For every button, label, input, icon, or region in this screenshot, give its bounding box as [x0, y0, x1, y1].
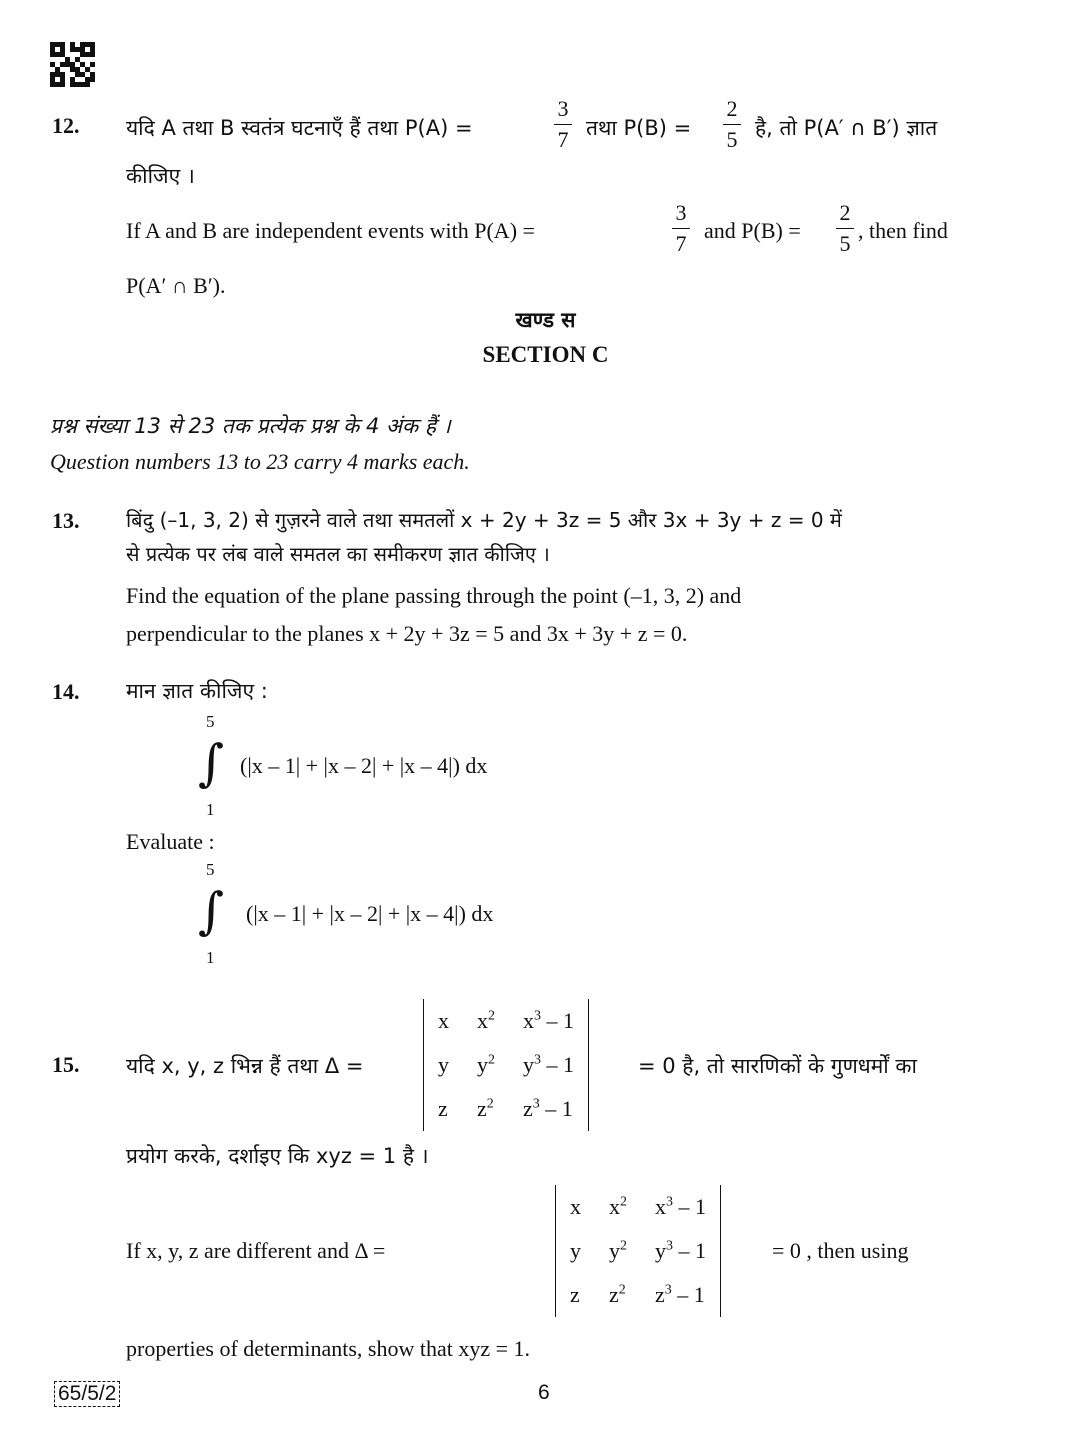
- q15-hindi-text-c: प्रयोग करके, दर्शाइए कि xyz = 1 है ।: [126, 1144, 429, 1168]
- determinant-matrix: [556, 1185, 720, 1317]
- integral-lower-limit-english: 1: [206, 948, 215, 967]
- q12-english-text-c: , then find: [858, 218, 948, 243]
- integrand-english: (|x – 1| + |x – 2| + |x – 4|) dx: [246, 901, 494, 926]
- q15-hindi-text-b: = 0 है, तो सारणिकों के गुणधर्मों का: [638, 1054, 917, 1078]
- question-number-13: 13.: [52, 508, 80, 533]
- fraction-denominator: 7: [675, 231, 687, 256]
- matrix-row: [424, 1087, 588, 1131]
- qr-code-icon: [50, 42, 95, 87]
- question-number-15: 15.: [52, 1052, 80, 1077]
- question-number-14: 14.: [52, 679, 80, 704]
- q15-english-text-b: = 0 , then using: [772, 1238, 909, 1263]
- fraction-denominator: 7: [557, 127, 569, 152]
- q13-english-line-2: perpendicular to the planes x + 2y + 3z = 5 and 3x + 3y + z = 0.: [126, 621, 688, 646]
- fraction-numerator: 3: [557, 96, 569, 121]
- matrix-cell: x: [570, 1194, 581, 1219]
- matrix-cell: y: [438, 1052, 449, 1077]
- q12-hindi-text-c: है, तो P(A′ ∩ B′) ज्ञात: [755, 116, 938, 140]
- q13-hindi-line-1: बिंदु (–1, 3, 2) से गुज़रने वाले तथा समतलों x + 2y + 3z = 5 और 3x + 3y + z = 0 में: [126, 508, 842, 532]
- integral-sign-hindi: ∫: [198, 734, 225, 792]
- determinant-hindi: [423, 999, 589, 1131]
- q14-hindi-prompt: मान ज्ञात कीजिए :: [126, 679, 268, 703]
- matrix-cell: $x^3 - 1$: [655, 1194, 706, 1219]
- matrix-cell: x: [438, 1008, 449, 1033]
- section-title-hindi: खण्ड स: [515, 308, 576, 332]
- q15-hindi-text-a: यदि x, y, z भिन्न हैं तथा Δ =: [126, 1054, 364, 1078]
- integral-lower-limit-hindi: 1: [206, 800, 215, 819]
- q12-hindi-text-b: तथा P(B) =: [586, 116, 692, 140]
- matrix-row: [556, 1185, 720, 1229]
- matrix-cell: $z^2$: [477, 1096, 494, 1121]
- matrix-cell: $y^3 - 1$: [655, 1238, 706, 1263]
- matrix-cell: $z^3 - 1$: [523, 1096, 573, 1121]
- section-title-english: SECTION C: [482, 342, 609, 367]
- q13-hindi-line-2: से प्रत्येक पर लंब वाले समतल का समीकरण ज्ञात कीजिए ।: [126, 542, 550, 566]
- paper-code-badge: 65/5/2: [54, 1381, 120, 1407]
- determinant-english: [555, 1185, 721, 1317]
- q12-english-text-a: If A and B are independent events with P(A) =: [126, 218, 535, 243]
- q12-fraction-pa-english: [672, 200, 690, 257]
- q12-fraction-pb-hindi: [723, 96, 741, 153]
- fraction-numerator: 3: [675, 200, 687, 225]
- q12-fraction-pb-english: [836, 200, 854, 257]
- q12-hindi-text-a: यदि A तथा B स्वतंत्र घटनाएँ हैं तथा P(A) =: [126, 116, 473, 140]
- matrix-cell: $y^3 - 1$: [523, 1052, 574, 1077]
- matrix-cell: $z^2$: [609, 1282, 626, 1307]
- integral-upper-limit-hindi: 5: [206, 712, 215, 731]
- matrix-row: [556, 1229, 720, 1273]
- matrix-cell: $x^2$: [477, 1008, 495, 1033]
- matrix-cell: $z^3 - 1$: [655, 1282, 705, 1307]
- matrix-cell: $y^2$: [609, 1238, 627, 1263]
- matrix-cell: $x^3 - 1$: [523, 1008, 574, 1033]
- q13-english-line-1: Find the equation of the plane passing through the point (–1, 3, 2) and: [126, 583, 742, 608]
- question-number-12: 12.: [52, 113, 80, 138]
- integral-upper-limit-english: 5: [206, 860, 215, 879]
- matrix-row: [424, 999, 588, 1043]
- section-note-hindi: प्रश्न संख्या 13 से 23 तक प्रत्येक प्रश्न के 4 अंक हैं ।: [50, 414, 451, 438]
- fraction-denominator: 5: [726, 127, 738, 152]
- matrix-cell: $y^2$: [477, 1052, 495, 1077]
- fraction-denominator: 5: [839, 231, 851, 256]
- q14-english-prompt: Evaluate :: [126, 829, 215, 854]
- matrix-cell: z: [438, 1096, 448, 1121]
- matrix-row: [556, 1273, 720, 1317]
- q12-english-text-b: and P(B) =: [704, 218, 801, 243]
- integrand-hindi: (|x – 1| + |x – 2| + |x – 4|) dx: [240, 753, 488, 778]
- matrix-row: [424, 1043, 588, 1087]
- integral-sign-english: ∫: [198, 882, 225, 940]
- matrix-cell: y: [570, 1238, 581, 1263]
- q12-english-text-d: P(A′ ∩ B′).: [126, 273, 226, 298]
- q15-english-text-c: properties of determinants, show that xyz = 1.: [126, 1336, 531, 1361]
- matrix-cell: $x^2$: [609, 1194, 627, 1219]
- page-number: 6: [538, 1381, 550, 1404]
- fraction-numerator: 2: [726, 96, 738, 121]
- section-note-english: Question numbers 13 to 23 carry 4 marks each.: [50, 449, 470, 474]
- matrix-cell: z: [570, 1282, 580, 1307]
- q15-english-text-a: If x, y, z are different and Δ =: [126, 1238, 386, 1263]
- q12-fraction-pa-hindi: [554, 96, 572, 153]
- fraction-numerator: 2: [839, 200, 851, 225]
- q12-hindi-text-d: कीजिए ।: [126, 164, 195, 188]
- determinant-matrix: [424, 999, 588, 1131]
